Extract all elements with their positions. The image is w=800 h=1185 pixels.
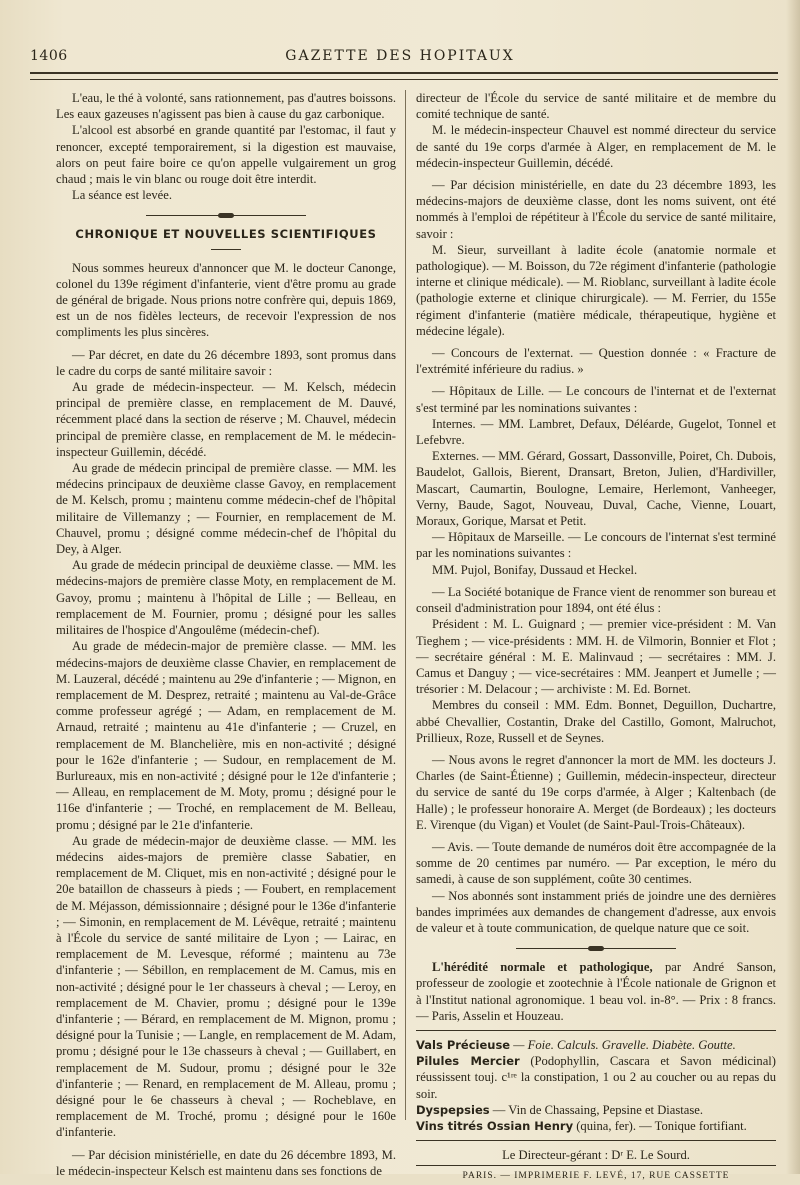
book-title: L'hérédité normale et pathologique,: [432, 960, 653, 975]
ads-rule: [416, 1030, 776, 1031]
paragraph: M. Sieur, surveillant à ladite école (anatomie normale et pathologique). — M. Boisson, du 72e régiment d'infanterie (pathologie interne et clinique médicale). — M. Rioblanc, surveillant à ladite école (pathologie externe et clinique chirurgicale). — M. Ferrier, du 155e régiment d'infanterie (matière médicale, thérapeutique, hygiène et médecine légale).: [416, 242, 776, 338]
paragraph: — Concours de l'externat. — Question donnée : « Fracture de l'extrémité inférieure du radius. »: [416, 346, 776, 377]
paragraph: Au grade de médecin principal de première classe. — MM. les médecins principaux de deuxième classe Gavoy, en remplacement de M. Kelsch, promu ; maintenu comme médecin-chef de l'hôpital militaire de Villemanzy ; — Fournier, en remplacement de M. Chauvel, promu ; désigné comme médecin-chef de l'hôpital du Dey, à Alger.: [56, 461, 396, 557]
right-column: [416, 90, 776, 1185]
printer-line: PARIS. — IMPRIMERIE F. LEVÉ, 17, RUE CASSETTE: [416, 1165, 776, 1184]
advertisement: Pilules Mercier (Podophyllin, Cascara et Savon médicinal) réussissent touj. c¹ʳᵉ la constipation, 1 ou 2 au coucher ou au repas du soir.: [416, 1054, 776, 1101]
paragraph: L'alcool est absorbé en grande quantité par l'estomac, il faut y renoncer, excepté temporairement, si la digestion est mauvaise, alors on peut faire boire ce qu'on appelle vulgairement un grog chaud ; mais le vin blanc ou rouge doit être interdit.: [56, 123, 396, 187]
column-divider: [405, 90, 406, 1120]
paragraph: — Par décision ministérielle, en date du 23 décembre 1893, les médecins-majors de deuxième classe, dont les noms suivent, ont été nommés à l'emploi de répétiteur à l'École du service de santé militaire, savoir :: [416, 178, 776, 241]
paragraph: L'eau, le thé à volonté, sans rationnement, pas d'autres boissons. Les eaux gazeuses n'agissent pas bien à cause du gaz carbonique.: [56, 91, 396, 122]
page-header: [30, 48, 770, 68]
paragraph: directeur de l'École du service de santé militaire et de membre du comité technique de santé.: [416, 91, 776, 122]
page-number: 1406: [30, 48, 68, 64]
paragraph: — Par décision ministérielle, en date du 26 décembre 1893, M. le médecin-inspecteur Kelsch est maintenu dans ses fonctions de: [56, 1147, 396, 1178]
paragraph: Nous sommes heureux d'annoncer que M. le docteur Canonge, colonel du 139e régiment d'infanterie, vient d'être promu au grade de général de brigade. Nous prions notre confrère qui, depuis 1869, est un de nos fidèles lecteurs, de recevoir l'expression de nos compliments les plus sincères.: [56, 260, 396, 340]
short-rule: [211, 249, 241, 250]
paragraph: — Avis. — Toute demande de numéros doit être accompagnée de la somme de 20 centimes par numéro. — Par exception, le méro du samedi, à cause de son supplément, coûte 30 centimes.: [416, 839, 776, 887]
paragraph: Membres du conseil : MM. Edm. Bonnet, Deguillon, Duchartre, abbé Chevallier, Costantin, Drake del Castillo, Gomont, Malruchot, Prillieux, Roze, Russell et de Seynes.: [416, 698, 776, 745]
paragraph: — Nous avons le regret d'annoncer la mort de MM. les docteurs J. Charles (de Saint-Étienne) ; Guillemin, médecin-inspecteur, directeur du service de santé du 19e corps d'armée, à Alger ; Kaltenbach (de Halle) ; le professeur honoraire A. Merget (de Bordeaux) ; les docteurs E. Virenque (du Vigan) et Voulet (de Saint-Paul-Trois-Châteaux).: [416, 752, 776, 832]
advertisement: Vals Précieuse — Foie. Calculs. Gravelle. Diabète. Goutte.: [416, 1037, 736, 1052]
editor-signature: Le Directeur-gérant : Dʳ E. Le Sourd.: [502, 1148, 690, 1163]
paragraph: Au grade de médecin-inspecteur. — M. Kelsch, médecin principal de première classe, en remplacement de M. Dauvé, récemment placé dans la section de réserve ; M. Chauvel, médecin principal de première classe, en remplacement de M. le médecin-inspecteur Guillemin, décédé.: [56, 380, 396, 459]
paragraph: La séance est levée.: [72, 188, 172, 203]
paragraph: — Hôpitaux de Marseille. — Le concours de l'internat s'est terminé par les nominations suivantes :: [416, 530, 776, 561]
paragraph: M. le médecin-inspecteur Chauvel est nommé directeur du service de santé du 19e corps d'armée à Alger, en remplacement de M. le médecin-inspecteur Guillemin, décédé.: [416, 123, 776, 170]
paragraph: Internes. — MM. Lambret, Defaux, Déléarde, Gugelot, Tonnel et Lefebvre.: [416, 416, 776, 448]
running-title: GAZETTE DES HOPITAUX: [285, 48, 515, 64]
paragraph: — Hôpitaux de Lille. — Le concours de l'internat et de l'externat s'est terminé par les nominations suivantes :: [416, 384, 776, 415]
advertisement: Vins titrés Ossian Henry (quina, fer). — Tonique fortifiant.: [416, 1118, 747, 1133]
paragraph: Président : M. L. Guignard ; — premier vice-président : M. Van Tieghem ; — vice-présidents : MM. H. de Vilmorin, Bonnier et Flot ; — secrétaire général : M. E. Malinvaud ; — secrétaires : MM. J. Camus et Danguy ; — vice-secrétaires : MM. Jeanpert et Jumelle ; — trésorier : M. Delacour ; — archiviste : M. Ed. Bornet.: [416, 617, 776, 697]
paragraph: Au grade de médecin principal de deuxième classe. — MM. les médecins-majors de première classe Moty, en remplacement de M. Gavoy, promu ; maintenu à l'hôpital de Lille ; — Belleau, en remplacement de M. Fournier, promu ; désigné pour les salles militaires de l'hospice d'Angoulême (médecin-chef).: [56, 558, 396, 638]
paragraph: — Nos abonnés sont instamment priés de joindre une des dernières bandes imprimées aux demandes de changement d'adresse, aux envois de valeur et à toute communication, de quelque nature que ce soit.: [416, 888, 776, 935]
binding-shadow: [786, 0, 800, 1174]
section-title: CHRONIQUE ET NOUVELLES SCIENTIFIQUES: [75, 227, 377, 242]
advertisement: Dyspepsies — Vin de Chassaing, Pepsine et Diastase.: [416, 1102, 704, 1117]
paragraph: — Par décret, en date du 26 décembre 1893, sont promus dans le cadre du corps de santé militaire savoir :: [56, 347, 396, 378]
section-separator: [146, 215, 306, 216]
paragraph: Au grade de médecin-major de première classe. — MM. les médecins-majors de deuxième classe Chavier, en remplacement de M. Lauzeral, décédé ; maintenu au 29e d'infanterie ; — Mignon, en remplacement de M. Desprez, retraité ; maintenu au Val-de-Grâce comme professeur agrégé ; — Adam, en remplacement de M. Arnaud, retraité ; maintenu au 41e d'infanterie ; — Cruzel, en remplacement de M. Blanchelière, mis en non-activité ; désigné pour le 162e d'infanterie ; — Sudour, en remplacement de M. Burlureaux, mis en non-activité ; désigné pour le 12e d'infanterie ; — Alleau, en remplacement de M. Moty, promu ; désigné pour le 116e d'infanterie ; — Troché, en remplacement de M. Belleau, promu ; désigné par le 21e d'infanterie.: [56, 639, 396, 832]
paragraph: Externes. — MM. Gérard, Gossart, Dassonville, Poiret, Ch. Dubois, Baudelot, Gallois, Bierent, Dransart, Breton, Julien, d'Hardiviller, Mascart, Caumartin, Boulogne, Lemaire, Herlemont, Vanheeger, Verny, Baude, Sagot, Nouveau, Duval, Cache, Vienne, Louart, Moraux, Gorique, Marsat et Petit.: [416, 449, 776, 529]
left-column: [56, 90, 396, 1179]
paragraph: Au grade de médecin-major de deuxième classe. — MM. les médecins aides-majors de première classe Sabatier, en remplacement de M. Cliquet, mis en non-activité ; désigné pour le 20e bataillon de chasseurs à pieds ; — Foubert, en remplacement de M. Méjasson, démissionnaire ; désigné pour le 136e d'infanterie ; — Simonin, en remplacement de M. Lévêque, retraité ; maintenu à l'École du service de santé militaire de Lyon ; — Lairac, en remplacement de M. Levesque, réformé ; maintenu au 73e d'infanterie ; — Sébillon, en remplacement de M. Camus, mis en non-activité ; désigné pour le 1er chasseurs à cheval ; — Leroy, en remplacement de M. Chavier, promu ; désigné pour le 139e d'infanterie ; — Bérard, en remplacement de M. Mignon, promu ; désigné pour la Tunisie ; — Langle, en remplacement de M. Adam, promu ; désigné pour le 13e chasseurs à cheval ; — Guillabert, en remplacement de M. Sudour, promu ; désigné pour le 32e d'infanterie ; — Renard, en remplacement de M. Alleau, promu ; désigné pour le 6e chasseurs à cheval ; — Rocheblave, en remplacement de M. Troché, promu ; désigné pour le 160e d'infanterie.: [56, 833, 396, 1140]
section-separator: [516, 948, 676, 949]
book-notice: L'hérédité normale et pathologique, par André Sanson, professeur de zoologie et zootechnie à l'École nationale de Grignon et à l'Institut national agronomique. 1 beau vol. in-8°. — Prix : 8 francs. — Paris, Asselin et Houzeau.: [416, 960, 776, 1023]
paragraph: MM. Pujol, Bonifay, Dussaud et Heckel.: [432, 562, 638, 577]
header-rule: [30, 72, 778, 80]
footer-rule: [416, 1140, 776, 1141]
paragraph: — La Société botanique de France vient de renommer son bureau et conseil d'administration pour 1894, ont été élus :: [416, 584, 776, 616]
